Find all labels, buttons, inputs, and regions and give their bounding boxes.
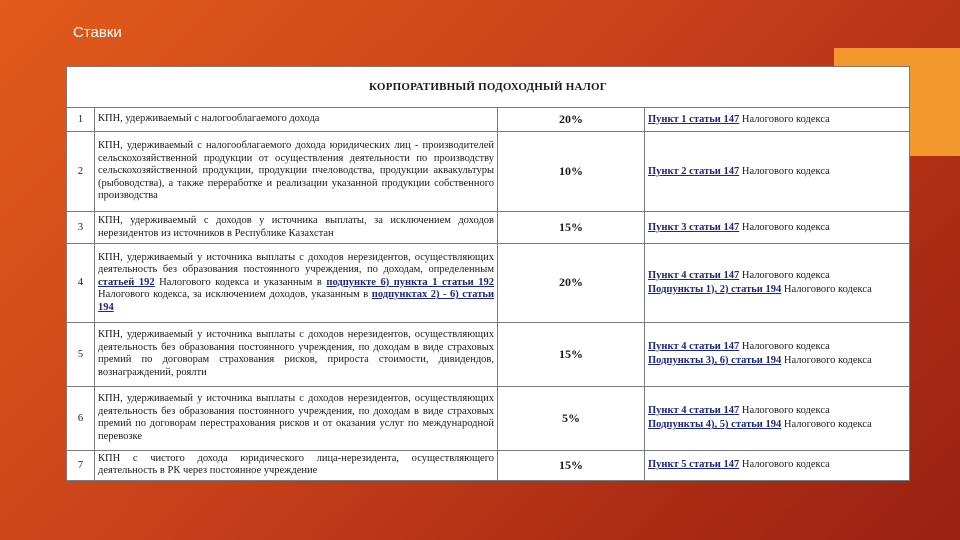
reference-link[interactable]: Подпункты 1), 2) статьи 194 xyxy=(648,283,782,295)
description-text: Налогового кодекса и указанным в xyxy=(154,276,327,288)
row-number: 7 xyxy=(67,450,95,480)
reference-text: Налогового кодекса xyxy=(781,355,872,367)
reference-link[interactable]: Пункт 3 статьи 147 xyxy=(648,221,740,233)
reference-text: Налогового кодекса xyxy=(739,341,830,353)
row-description xyxy=(95,244,498,322)
table-row xyxy=(67,212,910,244)
reference-text: Налогового кодекса xyxy=(739,113,830,125)
tax-rates-table xyxy=(66,66,910,481)
reference-text: Налогового кодекса xyxy=(739,269,830,281)
table-row xyxy=(67,244,910,322)
row-rate: 15% xyxy=(498,212,645,244)
reference-link[interactable]: Пункт 2 статьи 147 xyxy=(648,165,740,177)
row-rate: 20% xyxy=(498,108,645,132)
reference-link[interactable]: Пункт 4 статьи 147 xyxy=(648,269,740,281)
row-number: 2 xyxy=(67,132,95,212)
table-header-row xyxy=(67,67,910,108)
reference-text: Налогового кодекса xyxy=(781,419,872,431)
tax-rates-sheet xyxy=(66,66,909,481)
row-number: 6 xyxy=(67,386,95,450)
reference-text: Налогового кодекса xyxy=(739,405,830,417)
reference-text: Налогового кодекса xyxy=(739,221,830,233)
reference-link[interactable]: Пункт 4 статьи 147 xyxy=(648,405,740,417)
table-row xyxy=(67,322,910,386)
row-description: КПН, удерживаемый у источника выплаты с доходов нерезидентов, осуществляющих деятельность без образования постоянного учреждения, по доходам в виде страховых премий по договорам страхования рисков, прироста стоимости, дивидендов, вознаграждений, роялти xyxy=(95,322,498,386)
row-rate: 15% xyxy=(498,450,645,480)
row-reference xyxy=(645,244,910,322)
reference-link[interactable]: Подпункты 4), 5) статьи 194 xyxy=(648,419,782,431)
reference-link[interactable]: Пункт 5 статьи 147 xyxy=(648,459,740,471)
row-number: 4 xyxy=(67,244,95,322)
row-description: КПН, удерживаемый у источника выплаты с доходов нерезидентов, осуществляющих деятельность без образования постоянного учреждения, по доходам в виде страховых премий по договорам перестрахования рисков и от оказания услуг по международной перевозке xyxy=(95,386,498,450)
row-reference xyxy=(645,212,910,244)
description-link[interactable]: подпунктах 2) - 6) статьи 194 xyxy=(98,289,494,313)
reference-link[interactable]: Подпункты 3), 6) статьи 194 xyxy=(648,355,782,367)
reference-text: Налогового кодекса xyxy=(739,459,830,471)
row-rate: 5% xyxy=(498,386,645,450)
row-description: КПН, удерживаемый с доходов у источника выплаты, за исключением доходов нерезидентов из источников в Республике Казахстан xyxy=(95,212,498,244)
reference-text: Налогового кодекса xyxy=(781,283,872,295)
row-reference xyxy=(645,108,910,132)
row-rate: 20% xyxy=(498,244,645,322)
reference-text: Налогового кодекса xyxy=(739,165,830,177)
table-header: КОРПОРАТИВНЫЙ ПОДОХОДНЫЙ НАЛОГ xyxy=(67,67,910,108)
table-row xyxy=(67,386,910,450)
table-row xyxy=(67,108,910,132)
table-row xyxy=(67,450,910,480)
row-reference xyxy=(645,132,910,212)
row-number: 3 xyxy=(67,212,95,244)
description-text: КПН, удерживаемый у источника выплаты с доходов нерезидентов, осуществляющих деятельность без образования постоянного учреждения, по доходам, определенным xyxy=(98,251,494,276)
row-reference xyxy=(645,386,910,450)
description-text: Налогового кодекса, за исключением доходов, указанным в xyxy=(98,289,372,301)
row-description: КПН, удерживаемый с налогооблагаемого дохода юридических лиц - производителей сельскохозяйственной продукции от осуществления деятельности по производству сельскохозяйственной продукции, продукции пчеловодства, продукции аквакультуры (рыбоводства), а также переработке и реализации указанной продукции собственного производства xyxy=(95,132,498,212)
reference-link[interactable]: Пункт 4 статьи 147 xyxy=(648,341,740,353)
slide-title: Ставки xyxy=(73,24,122,41)
reference-link[interactable]: Пункт 1 статьи 147 xyxy=(648,113,740,125)
row-description: КПН, удерживаемый с налогооблагаемого дохода xyxy=(95,108,498,132)
description-link[interactable]: статьей 192 xyxy=(98,276,155,288)
row-reference xyxy=(645,322,910,386)
row-number: 1 xyxy=(67,108,95,132)
description-link[interactable]: подпункте 6) пункта 1 статьи 192 xyxy=(326,276,494,288)
table-row xyxy=(67,132,910,212)
row-reference xyxy=(645,450,910,480)
row-number: 5 xyxy=(67,322,95,386)
row-rate: 10% xyxy=(498,132,645,212)
row-rate: 15% xyxy=(498,322,645,386)
row-description: КПН с чистого дохода юридического лица-нерезидента, осуществляющего деятельность в РК через постоянное учреждение xyxy=(95,450,498,480)
